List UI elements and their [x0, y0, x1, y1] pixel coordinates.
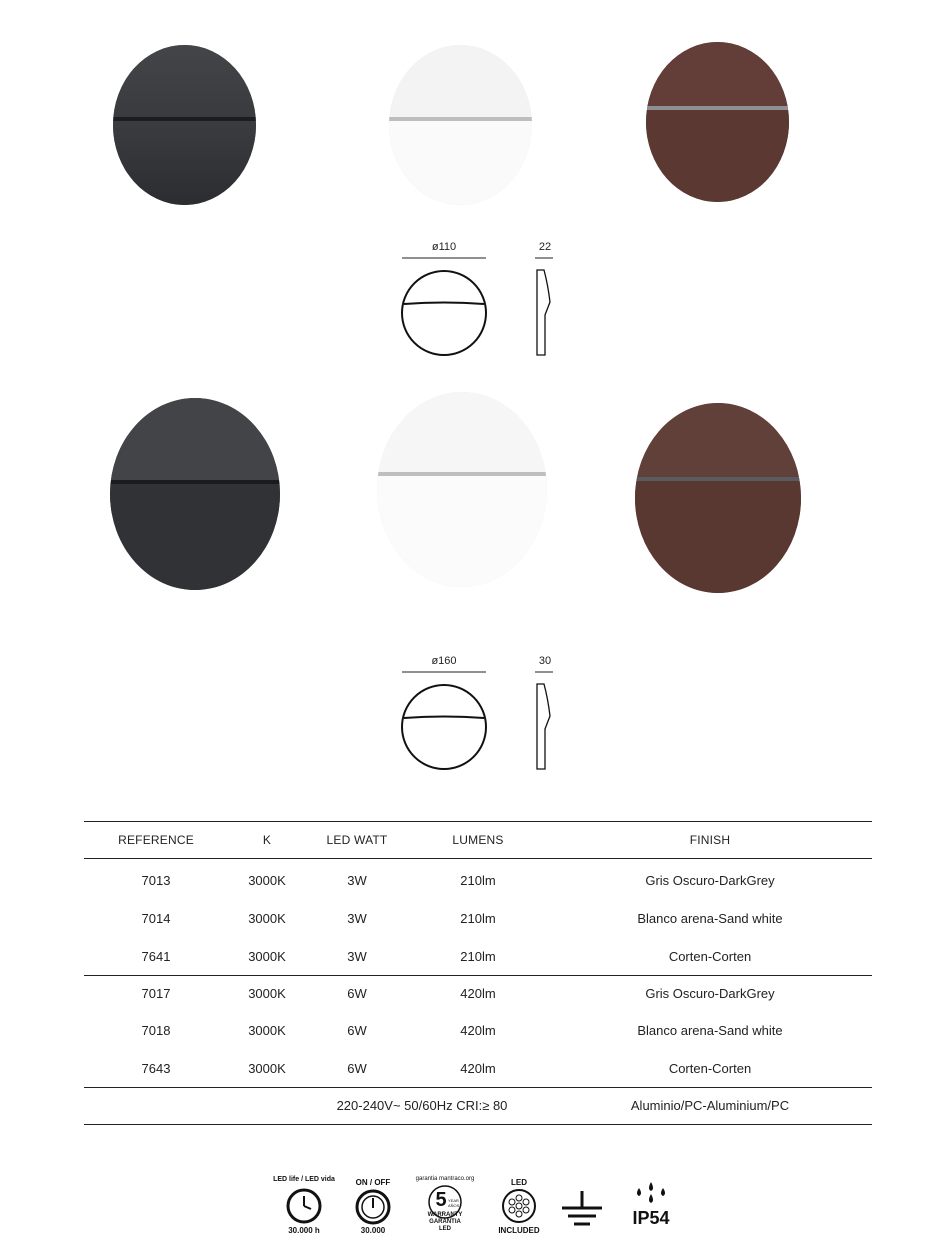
table-footer-row	[84, 1098, 872, 1118]
cell-watt: 6W	[347, 1023, 367, 1038]
cell-reference: 7641	[141, 949, 171, 964]
warranty-icon	[410, 1176, 480, 1236]
table-row	[84, 911, 872, 931]
technical-drawing-small	[398, 255, 563, 360]
header-reference: REFERENCE	[118, 833, 194, 847]
footer-material: Aluminio/PC-Aluminium/PC	[630, 1098, 790, 1113]
table-row	[84, 1023, 872, 1043]
table-header-rule	[84, 858, 872, 859]
cell-watt: 6W	[347, 986, 367, 1001]
cell-lumens: 210lm	[460, 873, 496, 888]
warranty-line1: WARRANTY	[427, 1212, 463, 1218]
ip-rating-icon	[624, 1176, 678, 1236]
cell-finish: Gris Oscuro-DarkGrey	[645, 986, 775, 1001]
clock-icon	[286, 1188, 322, 1224]
cell-reference: 7014	[141, 911, 171, 926]
warranty-years-label: YEAR AÑOS	[448, 1198, 460, 1208]
cell-lumens: 210lm	[460, 949, 496, 964]
cell-lumens: 420lm	[460, 986, 496, 1001]
table-row	[84, 1061, 872, 1081]
cell-k: 3000K	[248, 1061, 286, 1076]
table-header-row	[84, 833, 872, 853]
cell-lumens: 420lm	[460, 1061, 496, 1076]
cell-finish: Corten-Corten	[668, 1061, 752, 1076]
lamp-photo-small-corten	[646, 42, 789, 202]
table-bottom-rule	[84, 1124, 872, 1125]
led-life-value: 30.000 h	[288, 1226, 320, 1235]
table-row	[84, 873, 872, 893]
ip-rating-label: IP54	[632, 1208, 670, 1228]
header-lumens: LUMENS	[452, 833, 504, 847]
technical-drawing-large	[398, 669, 563, 774]
cell-k: 3000K	[248, 949, 286, 964]
depth-label-large: 30	[538, 655, 552, 667]
warranty-line3: LED	[439, 1226, 451, 1232]
cell-reference: 7018	[141, 1023, 171, 1038]
header-finish: FINISH	[689, 833, 731, 847]
on-off-icon	[344, 1176, 402, 1236]
lamp-photo-small-sand-white	[389, 45, 532, 205]
water-drops-icon	[631, 1182, 671, 1206]
cell-watt: 3W	[347, 911, 367, 926]
cell-reference: 7643	[141, 1061, 171, 1076]
lamp-photo-large-corten	[635, 403, 801, 593]
power-icon	[355, 1189, 391, 1225]
cell-lumens: 420lm	[460, 1023, 496, 1038]
cell-watt: 3W	[347, 949, 367, 964]
lamp-photo-small-dark-grey	[113, 45, 256, 205]
cell-reference: 7017	[141, 986, 171, 1001]
table-group-rule	[84, 975, 872, 976]
cell-finish: Corten-Corten	[668, 949, 752, 964]
cell-watt: 6W	[347, 1061, 367, 1076]
table-footer-rule	[84, 1087, 872, 1088]
led-life-icon	[272, 1176, 336, 1236]
table-row	[84, 949, 872, 969]
cell-k: 3000K	[248, 911, 286, 926]
warranty-line2: GARANTIA	[429, 1219, 461, 1225]
warranty-years: 5	[435, 1189, 447, 1211]
diameter-label-small: ø110	[431, 241, 457, 253]
cell-lumens: 210lm	[460, 911, 496, 926]
depth-label-small: 22	[538, 241, 552, 253]
warranty-url: garantia mantraco.org	[415, 1176, 475, 1182]
led-included-icon	[490, 1176, 548, 1236]
on-off-text: ON / OFF	[355, 1178, 391, 1187]
table-row	[84, 986, 872, 1006]
cell-k: 3000K	[248, 986, 286, 1001]
cell-finish: Blanco arena-Sand white	[637, 911, 783, 926]
cell-finish: Gris Oscuro-DarkGrey	[645, 873, 775, 888]
led-included-top: LED	[511, 1178, 527, 1187]
led-array-icon	[501, 1188, 537, 1224]
cell-k: 3000K	[248, 873, 286, 888]
diameter-label-large: ø160	[431, 655, 457, 667]
ground-icon	[560, 1176, 604, 1236]
lamp-photo-large-sand-white	[377, 392, 547, 587]
cell-k: 3000K	[248, 1023, 286, 1038]
on-off-value: 30.000	[360, 1226, 386, 1235]
cell-finish: Blanco arena-Sand white	[637, 1023, 783, 1038]
header-k: K	[262, 833, 272, 847]
header-led-watt: LED WATT	[326, 833, 388, 847]
footer-electrical: 220-240V~ 50/60Hz CRI:≥ 80	[336, 1098, 508, 1113]
cell-reference: 7013	[141, 873, 171, 888]
led-included-bottom: INCLUDED	[498, 1226, 540, 1235]
lamp-photo-large-dark-grey	[110, 398, 280, 590]
led-life-text: LED life / LED vida	[273, 1176, 335, 1183]
table-top-rule	[84, 821, 872, 822]
cell-watt: 3W	[347, 873, 367, 888]
